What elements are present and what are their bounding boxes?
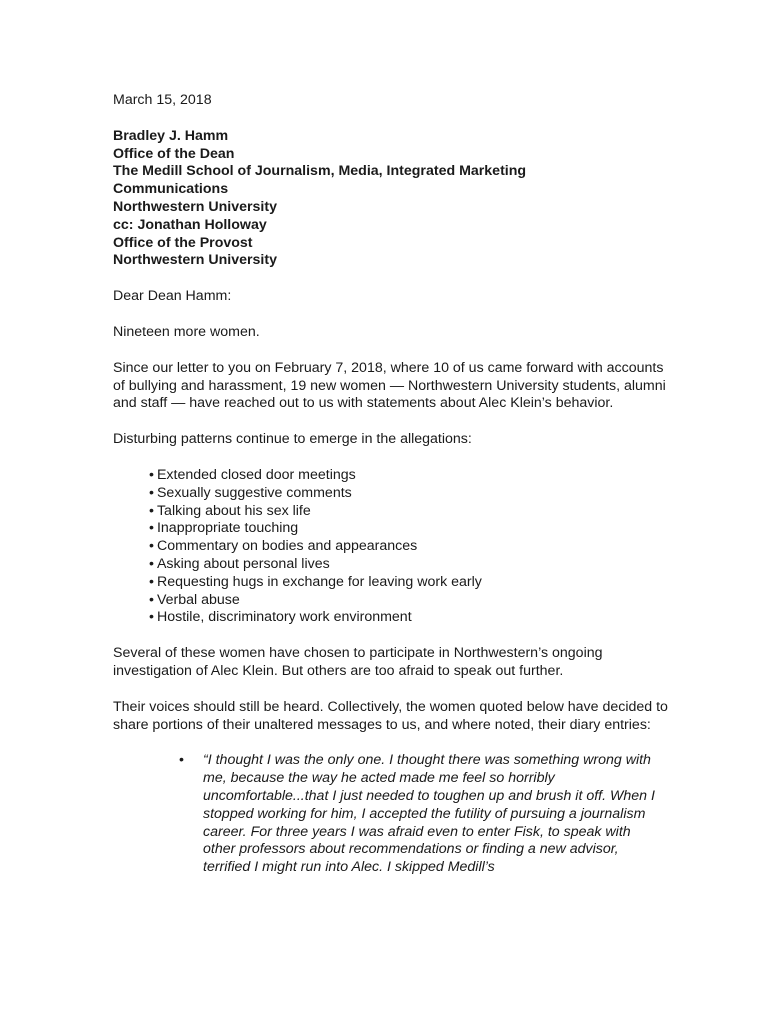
paragraph-since: Since our letter to you on February 7, 2018, where 10 of us came forward with accounts of bullying and harassment, 19 new women — Northwestern University students, alumni and staff — have reached out to us with statements about Alec Klein’s behavior.	[113, 359, 666, 412]
paragraph-voices: Their voices should still be heard. Collectively, the women quoted below have decided to share portions of their unaltered messages to us, and where noted, their diary entries:	[113, 698, 668, 733]
list-item: • Asking about personal lives	[149, 556, 668, 574]
cc-university: Northwestern University	[113, 252, 277, 269]
salutation: Dear Dean Hamm:	[113, 288, 232, 305]
list-item: • Hostile, discriminatory work environment	[149, 609, 668, 627]
cc-office: Office of the Provost	[113, 234, 253, 251]
patterns-list	[113, 467, 668, 627]
recipient-block	[113, 128, 668, 270]
recipient-name: Bradley J. Hamm	[113, 127, 229, 144]
list-item: • Requesting hugs in exchange for leaving work early	[149, 574, 668, 592]
recipient-school-cont: Communications	[113, 181, 229, 198]
paragraph-investigation: Several of these women have chosen to participate in Northwestern’s ongoing investigation of Alec Klein. But others are too afraid to speak out further.	[113, 645, 603, 679]
list-item: • Verbal abuse	[149, 592, 668, 610]
quote-block	[113, 752, 668, 877]
letter-date: March 15, 2018	[113, 92, 212, 108]
recipient-university: Northwestern University	[113, 198, 277, 215]
list-item: • Sexually suggestive comments	[149, 485, 668, 503]
cc-line: cc: Jonathan Holloway	[113, 216, 267, 233]
quote-text: “I thought I was the only one. I thought there was something wrong with me, because the way he acted made me feel so horribly uncomfortable...that I just needed to toughen up and brush it off. When I stopped working for him, I accepted the futility of pursuing a journalism career. For three years I was afraid even to enter Fisk, to speak with other professors about recommendations or finding a new advisor, terrified I might run into Alec. I skipped Medill’s	[203, 752, 655, 876]
list-item: • Talking about his sex life	[149, 503, 668, 521]
list-item: • Extended closed door meetings	[149, 467, 668, 485]
paragraph-patterns-intro: Disturbing patterns continue to emerge in the allegations:	[113, 431, 472, 448]
recipient-office: Office of the Dean	[113, 145, 235, 162]
recipient-school: The Medill School of Journalism, Media, Integrated Marketing	[113, 163, 527, 180]
list-item: • Commentary on bodies and appearances	[149, 538, 668, 556]
quote-bullet: •	[179, 752, 184, 769]
list-item: • Inappropriate touching	[149, 520, 668, 538]
paragraph-opening: Nineteen more women.	[113, 323, 260, 340]
